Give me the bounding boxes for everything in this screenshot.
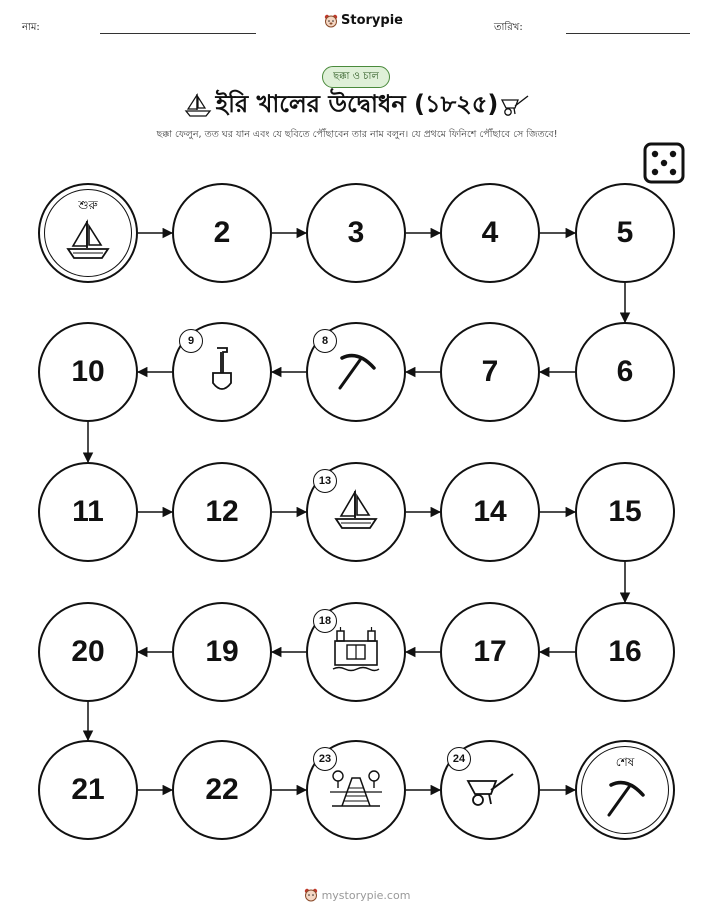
pickaxe-icon <box>334 348 378 396</box>
cell-number: 15 <box>608 495 642 528</box>
board-cell-16[interactable] <box>575 602 675 702</box>
board-cell-22[interactable] <box>172 740 272 840</box>
board-cell-11[interactable] <box>38 462 138 562</box>
cell-number: 20 <box>71 635 105 668</box>
cell-number: 4 <box>481 216 499 249</box>
name-label: নাম: <box>22 22 40 33</box>
board-cell-3[interactable] <box>306 183 406 283</box>
cell-number: 3 <box>347 216 365 249</box>
footer-url[interactable]: mystorypie.com <box>321 888 411 902</box>
cell-number-badge: 9 <box>179 329 203 353</box>
board-cell-18[interactable] <box>306 602 406 702</box>
instructions: ছক্কা ফেলুন, তত ঘর যান এবং যে ছবিতে পৌঁছাবেন তার নাম বলুন। যে প্রথমে ফিনিশে পৌঁছাবে সে জিতবে! <box>156 129 558 140</box>
cell-number: 19 <box>205 635 239 668</box>
board-cell-24[interactable] <box>440 740 540 840</box>
board-cell-12[interactable] <box>172 462 272 562</box>
cell-number-badge: 13 <box>313 469 337 493</box>
start-label: শুরু <box>78 198 98 212</box>
board-cell-start[interactable] <box>38 183 138 283</box>
board-cell-8[interactable] <box>306 322 406 422</box>
cell-number: 7 <box>481 355 499 388</box>
date-label: তারিখ: <box>494 22 523 33</box>
brand-name: Storypie <box>341 13 403 28</box>
board-cell-15[interactable] <box>575 462 675 562</box>
board-cell-4[interactable] <box>440 183 540 283</box>
board-cell-10[interactable] <box>38 322 138 422</box>
footer <box>0 888 714 902</box>
end-label: শেষ <box>615 755 635 769</box>
cell-number: 21 <box>71 773 105 806</box>
wheelbarrow-icon <box>463 768 517 812</box>
cell-number: 22 <box>205 773 239 806</box>
boat-icon <box>333 488 379 536</box>
pickaxe-icon <box>603 775 647 823</box>
board-cell-2[interactable] <box>172 183 272 283</box>
board-cell-7[interactable] <box>440 322 540 422</box>
lock-gate-icon <box>331 627 381 677</box>
cell-number: 10 <box>71 355 105 388</box>
cell-number: 2 <box>213 216 231 249</box>
board-cell-6[interactable] <box>575 322 675 422</box>
game-type-badge: ছক্কা ও চাল <box>322 66 390 88</box>
cell-number-badge: 8 <box>313 329 337 353</box>
canal-landscape-icon <box>328 766 384 814</box>
page-title: ইরি খালের উদ্বোধন (১৮২৫) <box>215 90 499 118</box>
board-cell-19[interactable] <box>172 602 272 702</box>
board-cell-23[interactable] <box>306 740 406 840</box>
cell-number: 5 <box>616 216 634 249</box>
cell-number-badge: 23 <box>313 747 337 771</box>
board-cell-end[interactable] <box>575 740 675 840</box>
cell-number-badge: 18 <box>313 609 337 633</box>
board-cell-20[interactable] <box>38 602 138 702</box>
board-cell-13[interactable] <box>306 462 406 562</box>
cell-number-badge: 24 <box>447 747 471 771</box>
cell-number: 11 <box>72 495 104 528</box>
board-cell-17[interactable] <box>440 602 540 702</box>
board-cell-14[interactable] <box>440 462 540 562</box>
boat-icon <box>65 218 111 266</box>
board-cell-21[interactable] <box>38 740 138 840</box>
board-cell-5[interactable] <box>575 183 675 283</box>
board-cell-9[interactable] <box>172 322 272 422</box>
footer-bear-icon <box>304 888 318 902</box>
cell-number: 16 <box>608 635 642 668</box>
cell-number: 14 <box>473 495 507 528</box>
cell-number: 6 <box>616 355 634 388</box>
cell-number: 17 <box>473 635 507 668</box>
shovel-icon <box>207 345 237 399</box>
cell-number: 12 <box>205 495 239 528</box>
